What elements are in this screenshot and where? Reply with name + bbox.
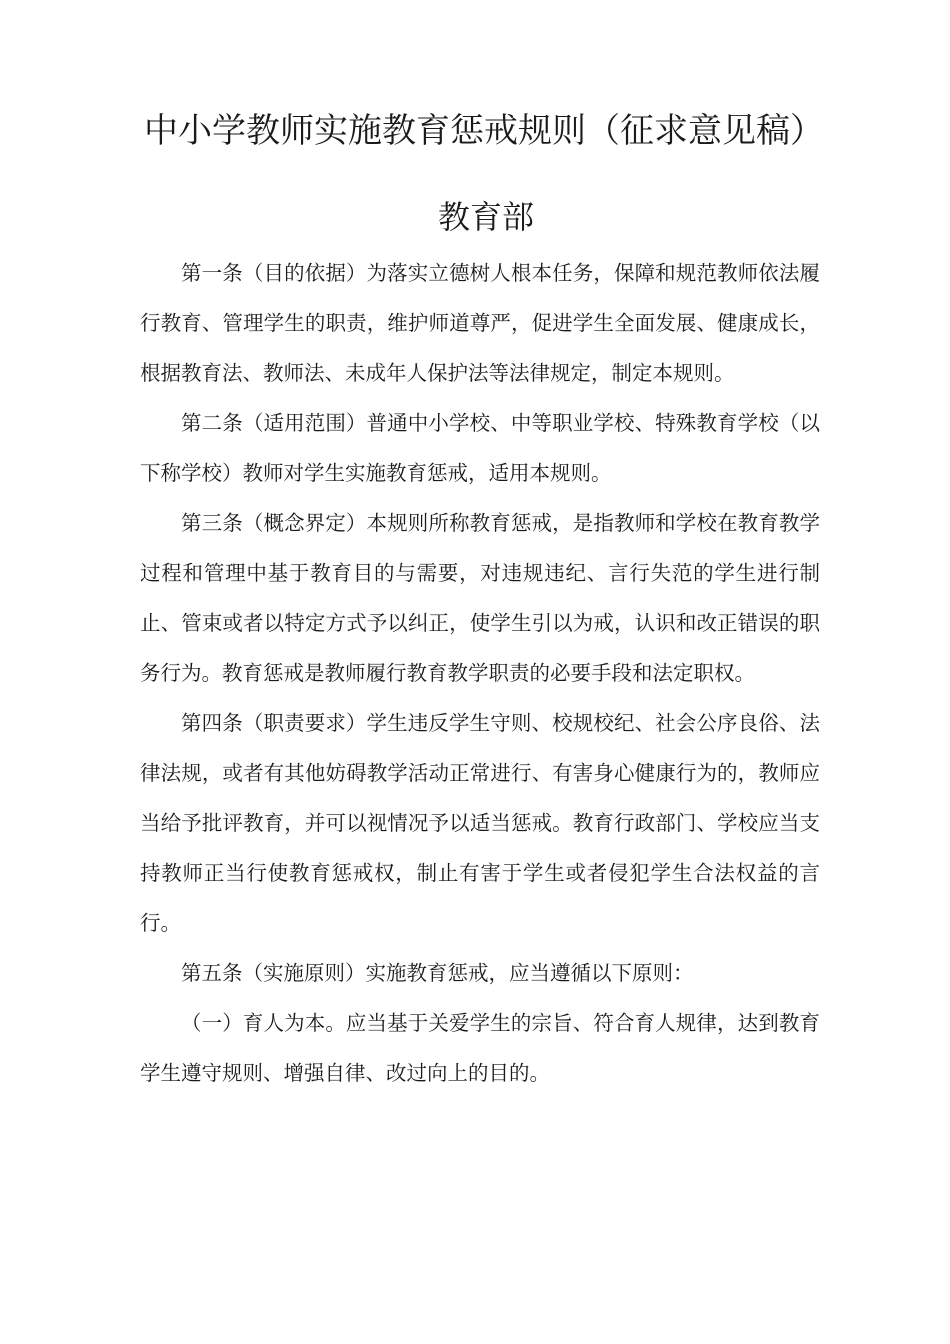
article-4-paragraph: 第四条（职责要求）学生违反学生守则、校规校纪、社会公序良俗、法律法规，或者有其他妨碍教学活动正常进行、有害身心健康行为的，教师应当给予批评教育，并可以视情况予以适当惩戒。教育行政部门、学校应当支持教师正当行使教育惩戒权，制止有害于学生或者侵犯学生合法权益的言行。: [140, 711, 820, 935]
document-title: 中小学教师实施教育惩戒规则（征求意见稿）: [144, 111, 824, 151]
article-5-item-1-paragraph: （一）育人为本。应当基于关爱学生的宗旨、符合育人规律，达到教育学生遵守规则、增强自律、改过向上的目的。: [140, 1011, 820, 1085]
article-2-paragraph: 第二条（适用范围）普通中小学校、中等职业学校、特殊教育学校（以下称学校）教师对学生实施教育惩戒，适用本规则。: [140, 411, 820, 485]
document-issuer: 教育部: [437, 198, 534, 236]
article-3-paragraph: 第三条（概念界定）本规则所称教育惩戒，是指教师和学校在教育教学过程和管理中基于教育目的与需要，对违规违纪、言行失范的学生进行制止、管束或者以特定方式予以纠正，使学生引以为戒，认识和改正错误的职务行为。教育惩戒是教师履行教育教学职责的必要手段和法定职权。: [140, 511, 820, 685]
article-1-paragraph: 第一条（目的依据）为落实立德树人根本任务，保障和规范教师依法履行教育、管理学生的职责，维护师道尊严，促进学生全面发展、健康成长，根据教育法、教师法、未成年人保护法等法律规定，制定本规则。: [140, 261, 820, 385]
article-5-paragraph: 第五条（实施原则）实施教育惩戒，应当遵循以下原则：: [181, 961, 694, 985]
document-body: [140, 248, 820, 1098]
